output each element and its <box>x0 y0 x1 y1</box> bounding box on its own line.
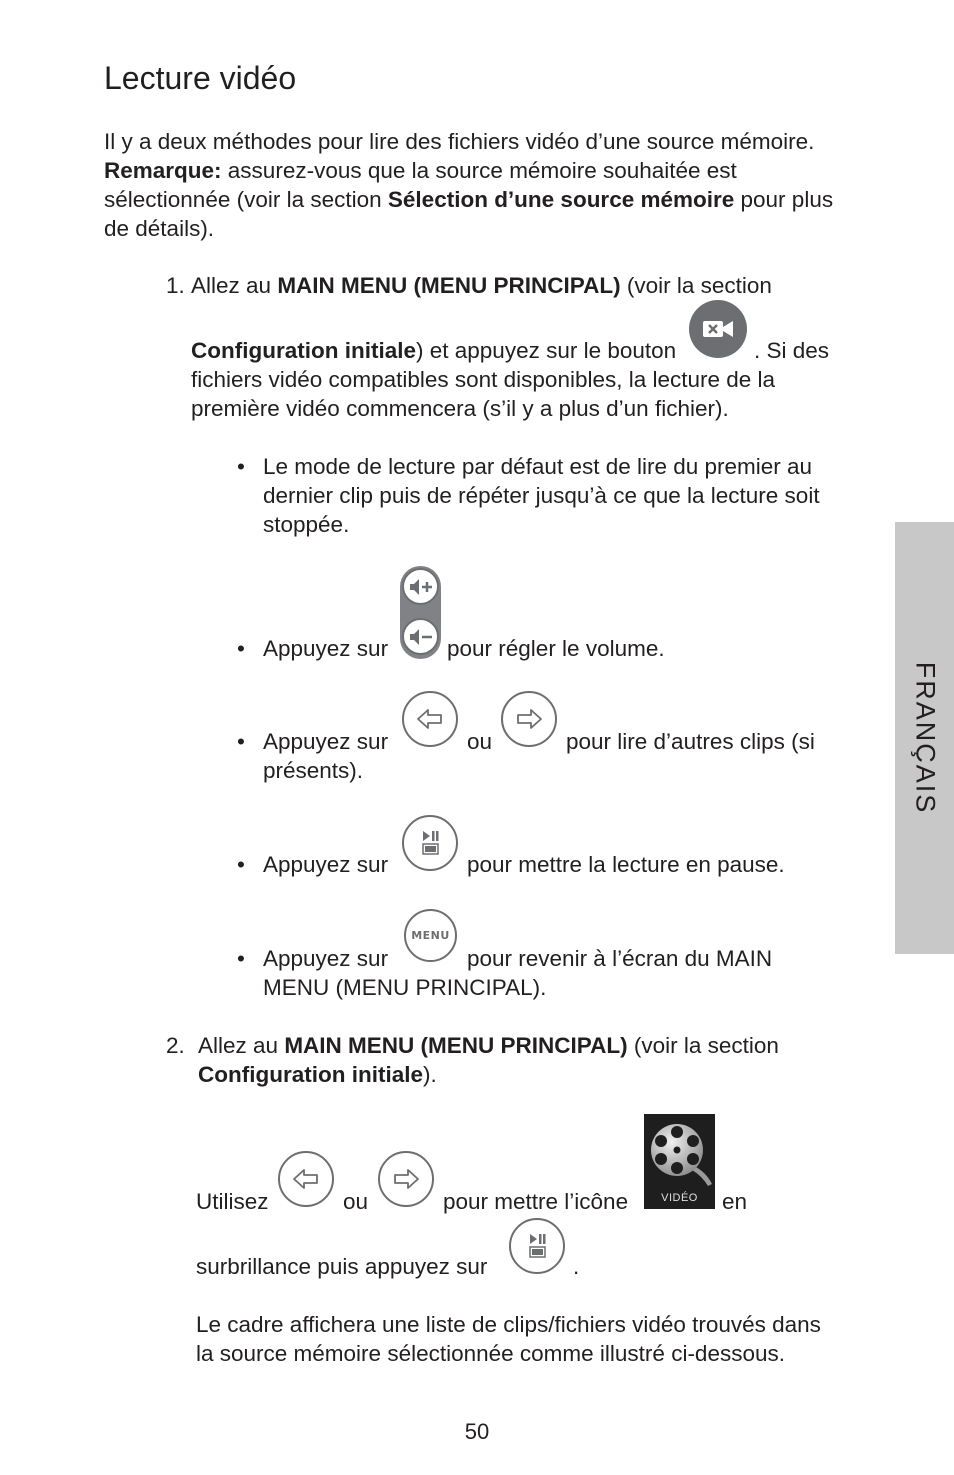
step-1-line-4: première vidéo commencera (s’il y a plus d’un fichier). <box>191 396 729 421</box>
intro-text-2: assurez-vous que la source mémoire souhaitée est sélectionnée (voir la section <box>104 158 737 212</box>
step-1-line-2 <box>191 336 676 365</box>
right-arrow-button[interactable] <box>501 691 557 747</box>
press-label: Appuyez sur <box>263 636 389 661</box>
step-2-text: Allez au <box>198 1033 285 1058</box>
page-title: Lecture vidéo <box>104 60 297 96</box>
bullet-1-line-1: Le mode de lecture par défaut est de lire du premier au <box>263 454 813 479</box>
highlight-text: pour mettre l’icône <box>443 1189 629 1214</box>
config-ref: Configuration initiale <box>191 338 416 363</box>
or-label: ou <box>343 1189 369 1214</box>
left-arrow-icon <box>292 1167 320 1191</box>
right-arrow-icon <box>515 707 543 731</box>
video-menu-icon[interactable] <box>644 1114 715 1209</box>
highlight-end: en <box>722 1189 748 1214</box>
use-label: Utilisez <box>196 1189 269 1214</box>
bullet-marker: • <box>237 636 245 661</box>
left-arrow-button[interactable] <box>278 1151 334 1207</box>
surbrillance-period: . <box>573 1254 580 1279</box>
step-2-line-2 <box>198 1060 437 1089</box>
left-arrow-button[interactable] <box>402 691 458 747</box>
step-1-text: Allez au <box>191 273 278 298</box>
step-2-line-2-text: ). <box>423 1062 437 1087</box>
step-2-text-post: (voir la section <box>627 1033 779 1058</box>
surbrillance-text: surbrillance puis appuyez sur <box>196 1254 488 1279</box>
bullet-5-line-2: MENU (MENU PRINCIPAL). <box>263 975 547 1000</box>
bullet-marker: • <box>237 729 245 754</box>
page-number: 50 <box>464 1419 490 1444</box>
press-label: Appuyez sur <box>263 946 389 971</box>
result-line-2: la source mémoire sélectionnée comme illustré ci-dessous. <box>196 1341 785 1366</box>
menu-button[interactable] <box>404 909 457 962</box>
intro-text-3: pour plus de détails). <box>104 187 834 241</box>
right-arrow-icon <box>392 1167 420 1191</box>
volume-down-icon <box>408 627 434 647</box>
play-pause-icon <box>526 1232 548 1260</box>
intro-text-1: Il y a deux méthodes pour lire des fichiers vidéo d’une source mémoire. <box>104 129 815 154</box>
left-arrow-icon <box>416 707 444 731</box>
volume-rocker[interactable] <box>400 566 441 659</box>
section-reference: Sélection d’une source mémoire <box>387 187 735 212</box>
step-1-number: 1. <box>166 273 185 298</box>
volume-up-icon <box>408 577 434 597</box>
right-arrow-button[interactable] <box>378 1151 434 1207</box>
step-1-text-post: (voir la section <box>620 273 772 298</box>
step-1-line-1 <box>191 271 772 300</box>
bullet-3-line-2: présents). <box>263 758 364 783</box>
video-icon-label: VIDÉO <box>661 1192 698 1204</box>
bullet-marker: • <box>237 454 245 479</box>
step-2-number: 2. <box>166 1033 185 1058</box>
or-label: ou <box>467 729 493 754</box>
bullet-3-text: pour lire d’autres clips (si <box>566 729 815 754</box>
main-menu-ref: MAIN MENU (MENU PRINCIPAL) <box>277 273 621 298</box>
step-1-line-2-text: ) et appuyez sur le bouton <box>416 338 677 363</box>
video-camera-button[interactable] <box>689 300 747 358</box>
language-tab-label: FRANÇAIS <box>910 661 940 815</box>
bullet-2-text: pour régler le volume. <box>447 636 665 661</box>
volume-down-button[interactable] <box>402 618 439 655</box>
config-ref: Configuration initiale <box>198 1062 423 1087</box>
step-1-line-3: fichiers vidéo compatibles sont disponibles, la lecture de la <box>191 367 776 392</box>
play-pause-icon <box>419 829 441 857</box>
bullet-1-line-2: dernier clip puis de répéter jusqu’à ce que la lecture soit <box>263 483 820 508</box>
press-label: Appuyez sur <box>263 852 389 877</box>
bullet-1-line-3: stoppée. <box>263 512 350 537</box>
press-label: Appuyez sur <box>263 729 389 754</box>
result-line-1: Le cadre affichera une liste de clips/fichiers vidéo trouvés dans <box>196 1312 821 1337</box>
note-label: Remarque: <box>104 158 222 183</box>
film-reel-icon <box>644 1114 715 1192</box>
bullet-5-text: pour revenir à l’écran du MAIN <box>467 946 773 971</box>
bullet-marker: • <box>237 852 245 877</box>
video-camera-icon <box>701 317 735 341</box>
menu-button-label: MENU <box>411 929 450 942</box>
step-2-line-1 <box>198 1031 779 1060</box>
intro-paragraph <box>104 127 854 243</box>
play-pause-button[interactable] <box>509 1218 565 1274</box>
step-1-line-2-end: . Si des <box>754 338 830 363</box>
main-menu-ref: MAIN MENU (MENU PRINCIPAL) <box>284 1033 628 1058</box>
bullet-marker: • <box>237 946 245 971</box>
bullet-4-text: pour mettre la lecture en pause. <box>467 852 785 877</box>
language-tab <box>895 522 954 954</box>
volume-up-button[interactable] <box>402 568 439 605</box>
play-pause-button[interactable] <box>402 815 458 871</box>
